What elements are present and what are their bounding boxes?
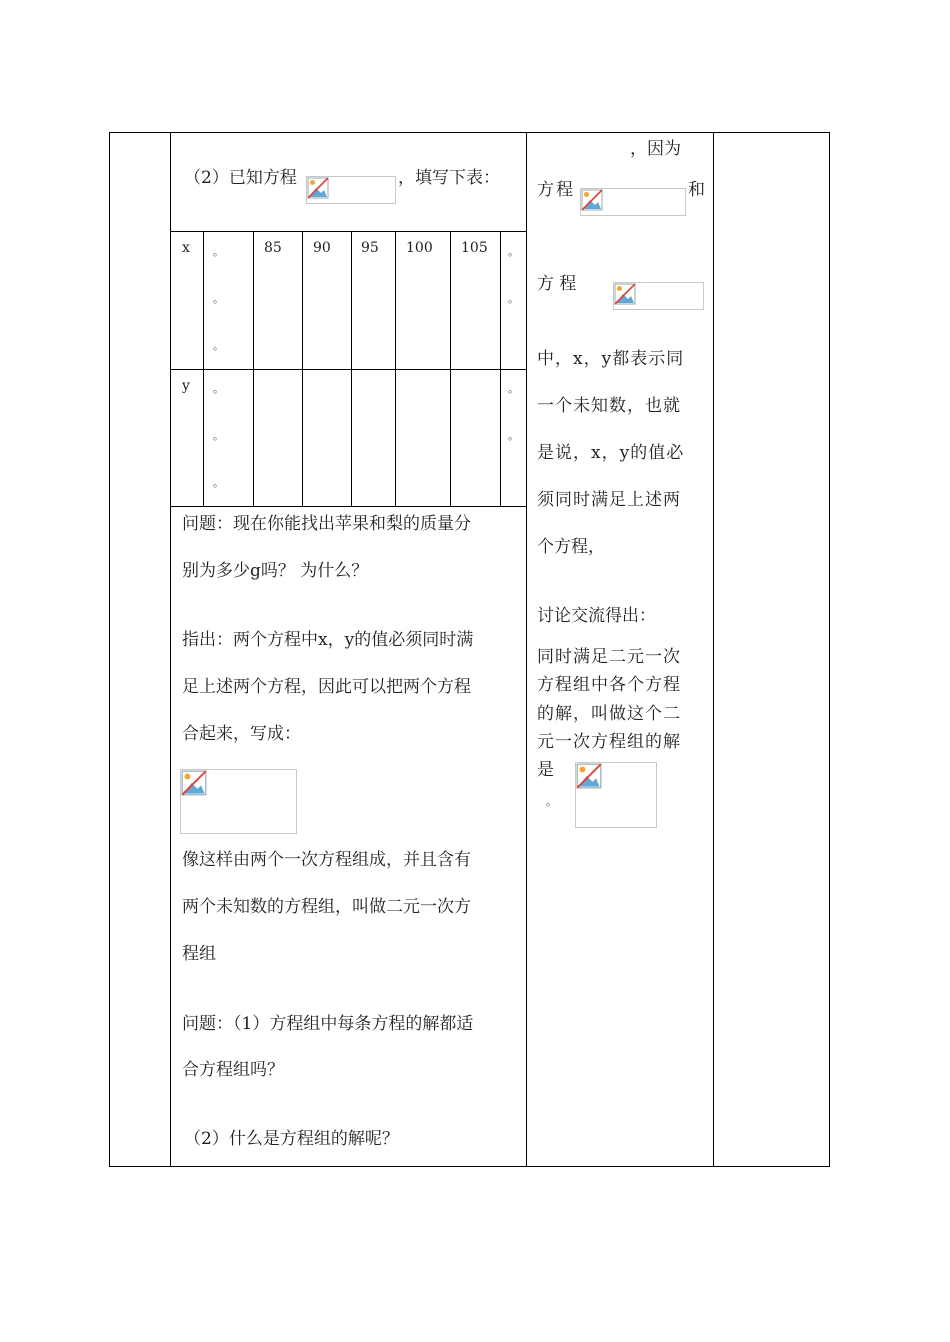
broken-image-icon [613, 282, 704, 310]
table-cell-value: 90 [313, 240, 331, 256]
definition-line: 像这样由两个一次方程组成，并且含有 [182, 850, 471, 870]
row-y-label: y [182, 378, 190, 394]
right-text-line: 一个未知数，也就 [537, 396, 681, 416]
right-text-line: 元一次方程组的解 [537, 732, 681, 752]
ellipsis-dot: 。 [508, 292, 519, 305]
table-cell-value: 105 [461, 240, 488, 256]
inner-col-7 [500, 231, 501, 507]
definition-line: 两个未知数的方程组，叫做二元一次方 [182, 897, 471, 917]
table-cell-value: 100 [406, 240, 433, 256]
note-line: 足上述两个方程，因此可以把两个方程 [182, 677, 471, 697]
broken-image-icon [575, 762, 657, 828]
right-text-line: 中，x，y都表示同 [537, 349, 685, 369]
right-text-line: 是 [537, 760, 554, 780]
table-left-border [109, 132, 110, 1167]
right-text-line: 是说，x，y的值必 [537, 443, 685, 463]
ellipsis-dot: 。 [213, 245, 224, 258]
ellipsis-dot: 。 [213, 429, 224, 442]
note-line: 合起来，写成： [182, 724, 301, 744]
inner-col-1 [203, 231, 204, 507]
ellipsis-dot: 。 [213, 292, 224, 305]
inner-col-5 [395, 231, 396, 507]
intro-tail: ，填写下表： [398, 168, 500, 188]
right-text-line: 方程组中各个方程 [537, 675, 681, 695]
table-top-border [109, 132, 830, 133]
question-1-line: 别为多少g吗？ 为什么？ [182, 561, 369, 581]
col-divider-3 [713, 132, 714, 1167]
right-text-line: 。 [546, 795, 557, 808]
ellipsis-dot: 。 [508, 245, 519, 258]
right-text-line: 须同时满足上述两 [537, 490, 681, 510]
note-line: 指出：两个方程中x，y的值必须同时满 [182, 630, 474, 650]
inner-col-3 [302, 231, 303, 507]
row-x-label: x [182, 240, 190, 256]
question-3-line: （2）什么是方程组的解呢？ [184, 1129, 399, 1149]
right-text-line: 个方程， [537, 537, 605, 557]
ellipsis-dot: 。 [508, 382, 519, 395]
table-cell-value: 85 [264, 240, 282, 256]
inner-col-6 [450, 231, 451, 507]
col-divider-1 [170, 132, 171, 1167]
ellipsis-dot: 。 [213, 339, 224, 352]
definition-line: 程组 [182, 944, 216, 964]
inner-col-4 [351, 231, 352, 507]
question-1-line: 问题：现在你能找出苹果和梨的质量分 [182, 514, 471, 534]
right-text-line: 和 [688, 180, 705, 200]
table-cell-value: 95 [361, 240, 379, 256]
question-2-line: 合方程组吗？ [182, 1060, 284, 1080]
table-bottom-border [109, 1166, 830, 1167]
right-text-line: 方程 [537, 180, 575, 200]
ellipsis-dot: 。 [213, 382, 224, 395]
right-text-line: 同时满足二元一次 [537, 647, 681, 667]
right-text-line: 方 程 [537, 274, 577, 294]
col-divider-2 [526, 132, 527, 1167]
broken-image-icon [180, 769, 297, 834]
intro-text: （2）已知方程 [184, 168, 297, 188]
inner-col-2 [253, 231, 254, 507]
ellipsis-dot: 。 [508, 429, 519, 442]
ellipsis-dot: 。 [213, 476, 224, 489]
inner-table-mid [170, 369, 526, 370]
inner-table-top [170, 231, 526, 232]
table-right-border [829, 132, 830, 1167]
right-text-line: 的解，叫做这个二 [537, 704, 681, 724]
right-text-line: 讨论交流得出： [537, 606, 656, 626]
inner-table-bottom [170, 506, 526, 507]
broken-image-icon [580, 188, 686, 216]
right-text-line: ，因为 [630, 139, 681, 159]
question-2-line: 问题：（1）方程组中每条方程的解都适 [182, 1014, 474, 1034]
broken-image-icon [306, 176, 396, 204]
